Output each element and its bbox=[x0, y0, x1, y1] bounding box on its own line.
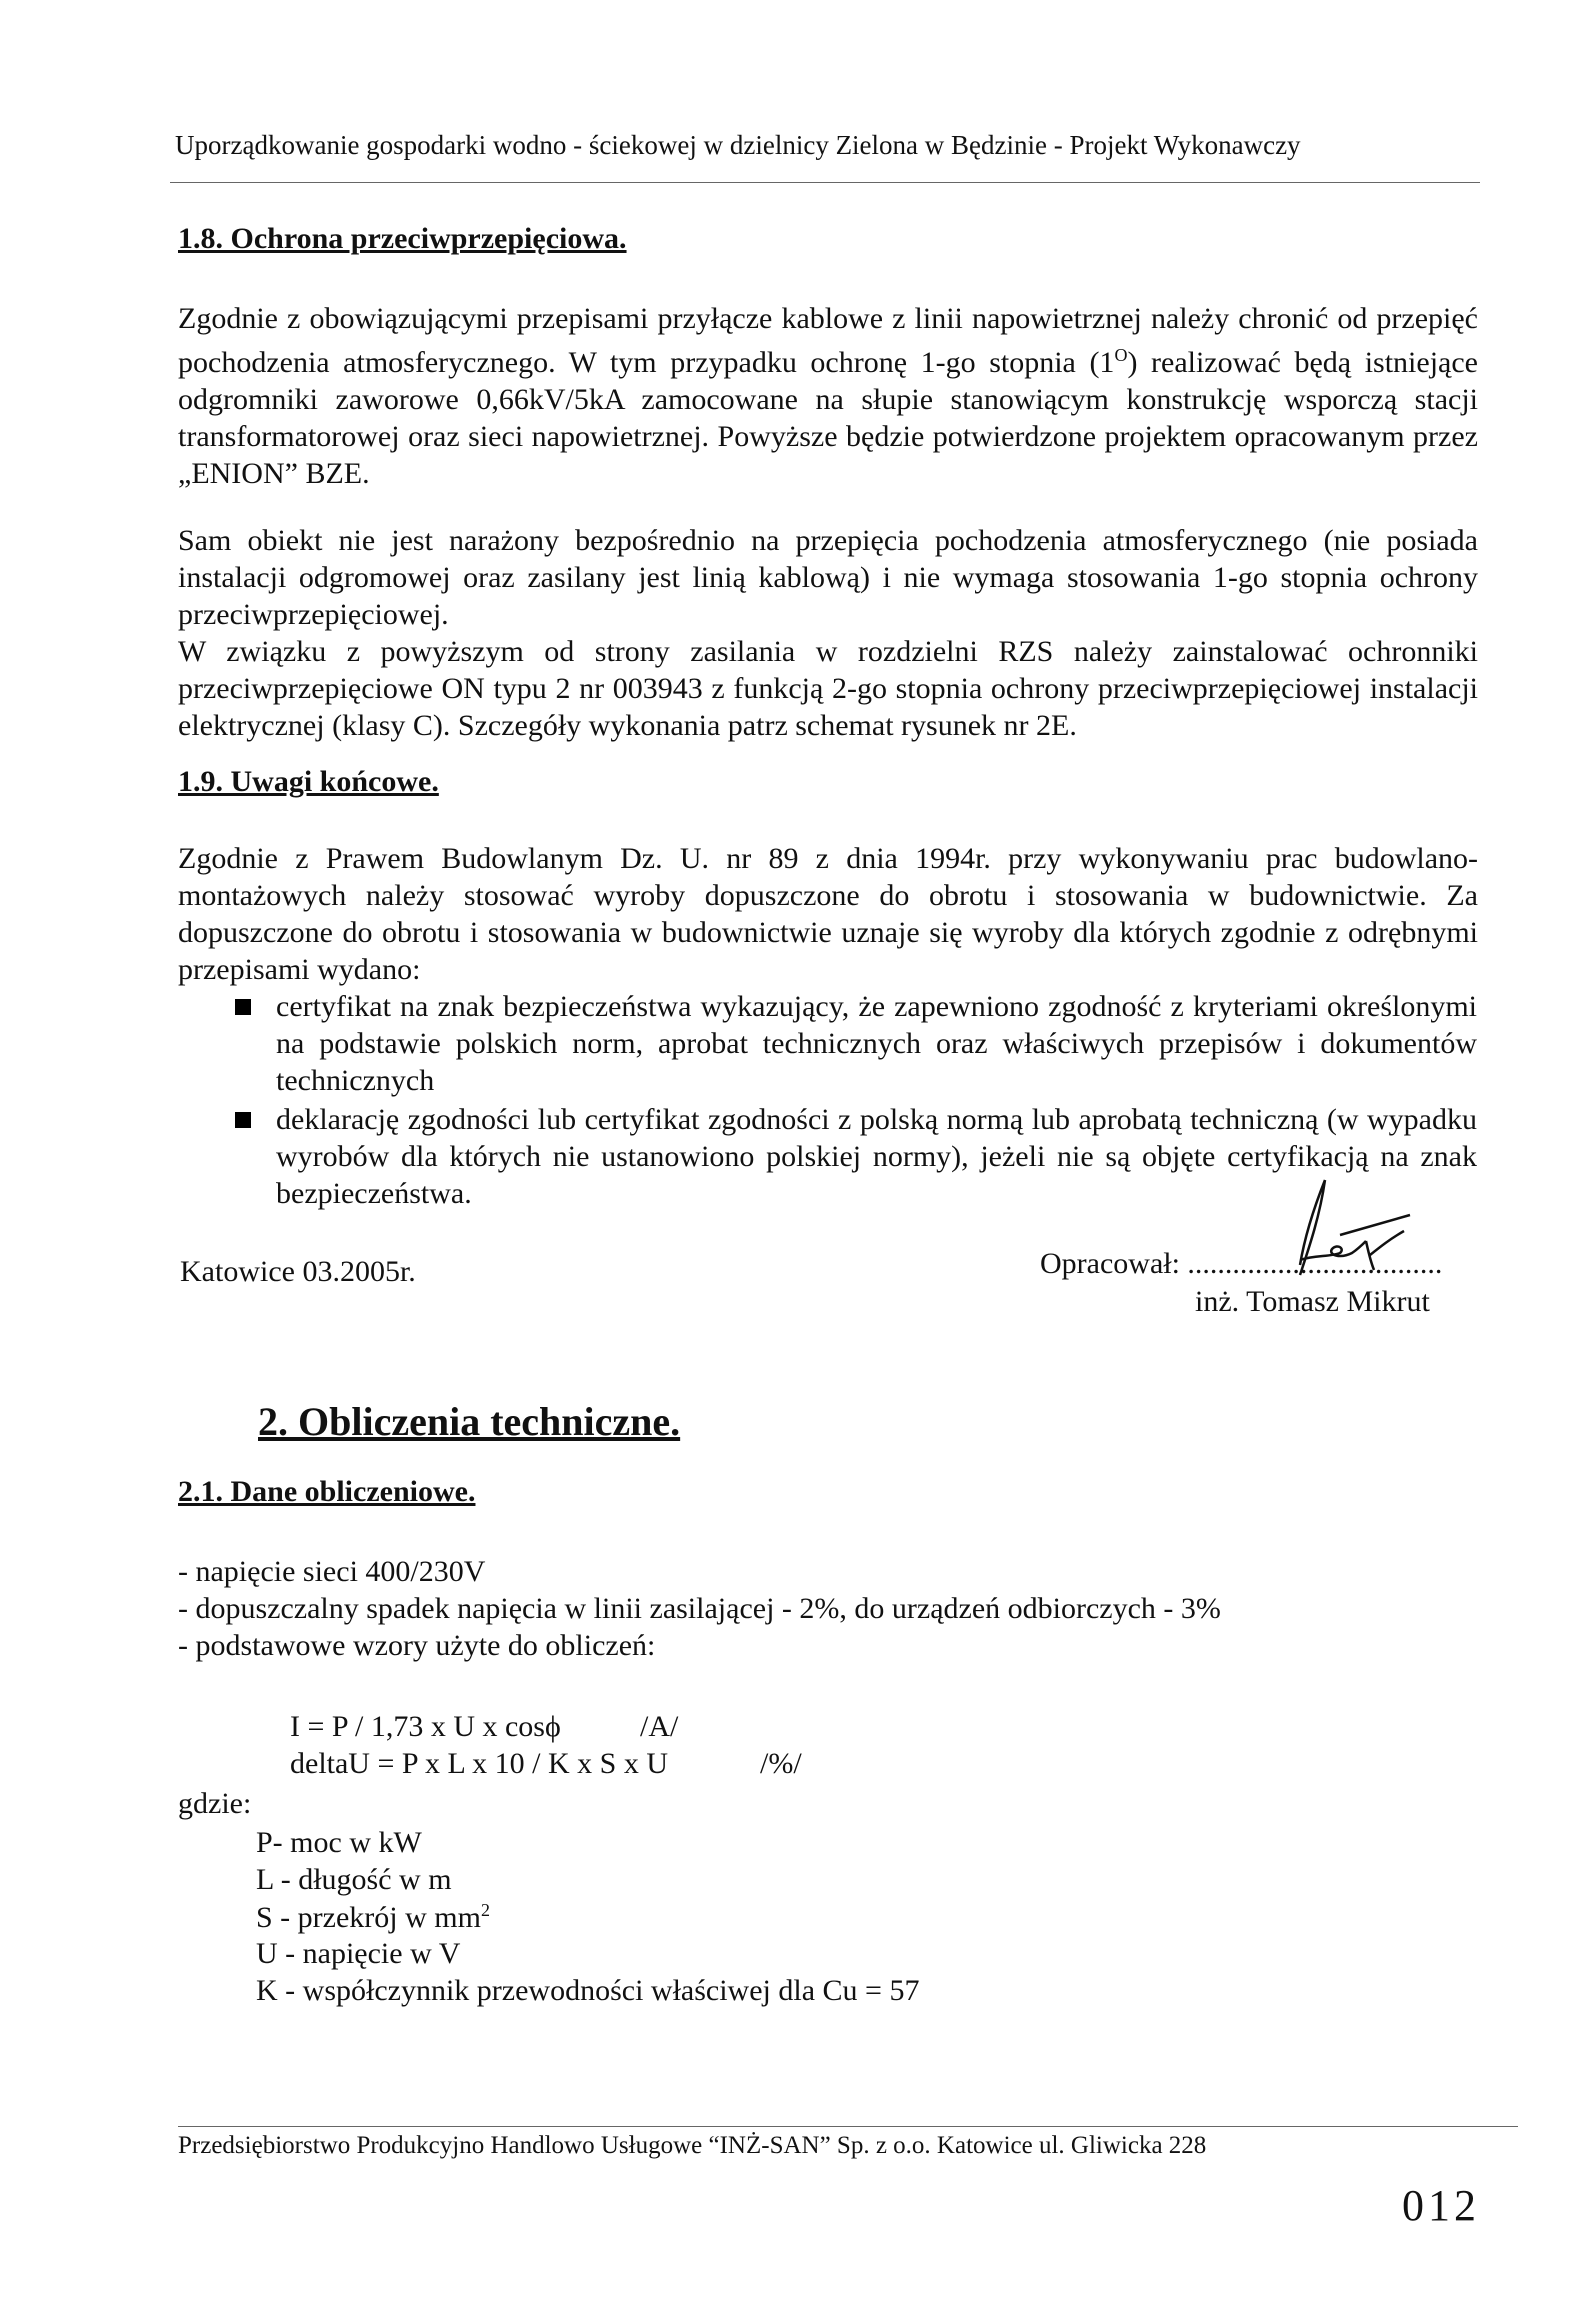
data-item: - dopuszczalny spadek napięcia w linii zasilającej - 2%, do urządzeń odbiorczych - 3% bbox=[178, 1592, 1221, 1625]
definition-s bbox=[256, 1900, 490, 1935]
section-heading-1-9: 1.9. Uwagi końcowe. bbox=[178, 765, 439, 798]
chapter-heading-2: 2. Obliczenia techniczne. bbox=[258, 1399, 681, 1444]
square-bullet-icon bbox=[235, 999, 251, 1015]
handwritten-signature bbox=[1270, 1165, 1450, 1295]
definition-p: P- moc w kW bbox=[256, 1826, 422, 1859]
definition-s-text: S - przekrój w mm bbox=[256, 1901, 481, 1934]
formula-current-unit: /A/ bbox=[640, 1710, 679, 1743]
list-item-text: certyfikat na znak bezpieczeństwa wykazujący, że zapewniono zgodność z kryteriami określonymi na podstawie polskich norm, aprobat technicznych oraz właściwych przepisów i dokumentów technicznych bbox=[276, 990, 1477, 1097]
paragraph-surge-protection-2: Sam obiekt nie jest narażony bezpośrednio na przepięcia pochodzenia atmosferycznego (nie posiada instalacji odgromowej oraz zasilany jest linią kablową) i nie wymaga stosowania 1-go stopnia ochrony przeciwprzepięciowej. bbox=[178, 524, 1478, 631]
section-heading-1-8: 1.8. Ochrona przeciwprzepięciowa. bbox=[178, 222, 627, 255]
definition-u: U - napięcie w V bbox=[256, 1937, 461, 1970]
paragraph-final-remarks: Zgodnie z Prawem Budowlanym Dz. U. nr 89 z dnia 1994r. przy wykonywaniu prac budowlano-montażowych należy stosować wyroby dopuszczone do obrotu i stosowania w budownictwie. Za dopuszczone do obrotu i stosowania w budownictwie uznaje się wyroby dla których zgodnie z odrębnymi przepisami wydano: bbox=[178, 842, 1478, 986]
data-item: - napięcie sieci 400/230V bbox=[178, 1555, 486, 1588]
author-name: inż. Tomasz Mikrut bbox=[1195, 1285, 1430, 1318]
paragraph-surge-protection-3: W związku z powyższym od strony zasilania w rozdzielni RZS należy zainstalować ochronniki przeciwprzepięciowe ON typu 2 nr 003943 z funkcją 2-go stopnia ochrony przeciwprzepięciowej instalacji elektrycznej (klasy C). Szczegóły wykonania patrz schemat rysunek nr 2E. bbox=[178, 635, 1478, 742]
paragraph-text: ) realizować będą istniejące odgromniki zaworowe 0,66kV/5kA zamocowane na słupie stanowiącym konstrukcję wsporczą stacji transformatorowej oraz sieci napowietrznej. Powyższe będzie potwierdzone projektem opracowanym przez „ENION” BZE. bbox=[178, 346, 1478, 490]
data-item: - podstawowe wzory użyte do obliczeń: bbox=[178, 1629, 656, 1662]
where-label: gdzie: bbox=[178, 1787, 252, 1820]
definition-l: L - długość w m bbox=[256, 1863, 452, 1896]
page-number: 012 bbox=[1402, 2181, 1480, 2230]
footer-divider bbox=[178, 2126, 1518, 2127]
list-item-text: deklarację zgodności lub certyfikat zgodności z polską normą lub aprobatą techniczną (w wypadku wyrobów dla których nie ustanowiono polskiej normy), jeżeli nie są objęte certyfikacją na znak bezpieczeństwa. bbox=[276, 1103, 1477, 1210]
page-footer: Przedsiębiorstwo Produkcyjno Handlowo Usługowe “INŻ-SAN” Sp. z o.o. Katowice ul. Gliwicka 228 bbox=[178, 2132, 1207, 2159]
header-divider bbox=[170, 182, 1480, 183]
paragraph-surge-protection-1 bbox=[178, 300, 1478, 492]
superscript: 2 bbox=[480, 1900, 490, 1920]
list-item bbox=[235, 988, 1477, 1099]
place-and-date: Katowice 03.2005r. bbox=[180, 1255, 416, 1288]
superscript: O bbox=[1114, 345, 1128, 365]
definition-k: K - współczynnik przewodności właściwej dla Cu = 57 bbox=[256, 1974, 920, 2007]
section-heading-2-1: 2.1. Dane obliczeniowe. bbox=[178, 1475, 476, 1508]
prepared-by-label: Opracował: .................................. bbox=[1040, 1247, 1443, 1280]
square-bullet-icon bbox=[235, 1112, 251, 1128]
formula-voltage-drop: deltaU = P x L x 10 / K x S x U bbox=[290, 1747, 669, 1780]
paragraph-text: Zgodnie z obowiązującymi przepisami przyłącze kablowe z linii napowietrznej należy chronić od przepięć pochodzenia atmosferycznego. W tym przypadku ochronę 1-go stopnia (1 bbox=[178, 302, 1478, 379]
page-header: Uporządkowanie gospodarki wodno - ściekowej w dzielnicy Zielona w Będzinie - Projekt Wykonawczy bbox=[175, 130, 1301, 160]
formula-current: I = P / 1,73 x U x cosϕ bbox=[290, 1710, 561, 1743]
formula-voltage-drop-unit: /%/ bbox=[760, 1747, 802, 1780]
